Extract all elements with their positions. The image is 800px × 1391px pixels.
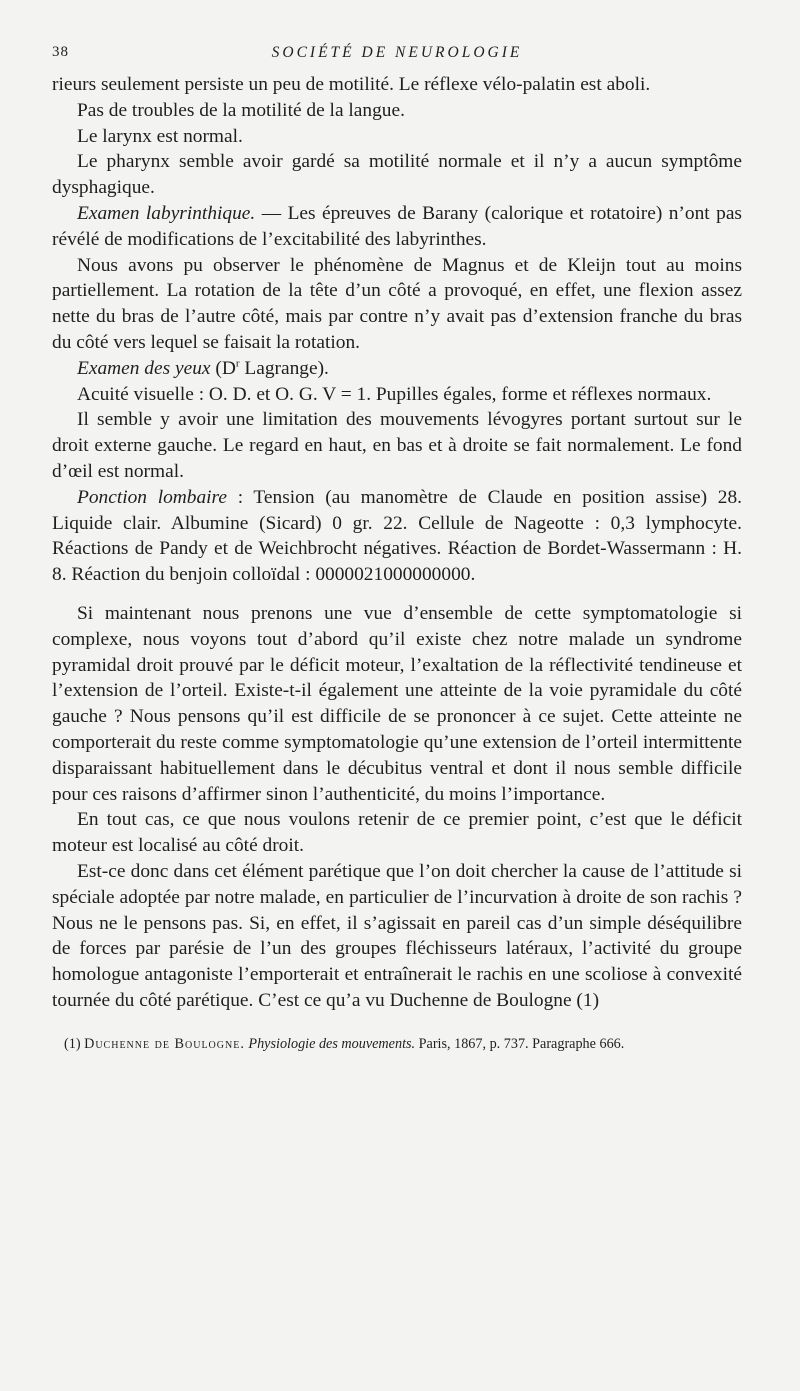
body-text	[52, 72, 742, 1014]
paragraph-langue: Pas de troubles de la motilité de la langue.	[77, 99, 405, 121]
doctor-name: Lagrange).	[239, 357, 329, 379]
paragraph-labyrinthe-text: — Les épreuves de Barany (calorique et rotatoire) n’ont pas révélé de modifications de l’excitabilité des labyrinthes.	[52, 202, 742, 250]
paragraph-attitude: Est-ce donc dans cet élément parétique que l’on doit chercher la cause de l’attitude si spéciale adoptée par notre malade, en particulier de l’incurvation à droite de son rachis ? Nous ne le pensons pas. Si, en effet, il s’agissait en pareil cas d’un simple déséquilibre de forces par parésie de l’un des groupes fléchisseurs latéraux, l’activité du groupe homologue antagoniste l’emporterait et entraînerait le rachis en une scoliose à convexité tournée du côté parétique. C’est ce qu’a vu Duchenne de Boulogne (1)	[52, 860, 742, 1011]
page-header	[52, 44, 742, 72]
footnote	[52, 1035, 742, 1054]
page-number: 38	[52, 44, 69, 60]
doctor-open: (D	[215, 357, 236, 379]
section-label-ponction: Ponction lombaire	[77, 486, 227, 508]
paragraph-larynx: Le larynx est normal.	[77, 125, 243, 147]
paragraph-mouvements: Il semble y avoir une limitation des mouvements lévogyres portant surtout sur le droit externe gauche. Le regard en haut, en bas et à droite se fait normalement. Le fond d’œil est normal.	[52, 409, 742, 482]
section-label-yeux: Examen des yeux	[77, 357, 211, 379]
paragraph-ponction-text: : Tension (au manomètre de Claude en position assise) 28. Liquide clair. Albumine (Sicard) 0 gr. 22. Cellule de Nageotte : 0,3 lymphocyte. Réactions de Pandy et de Weichbrocht négatives. Réaction de Bordet-Wassermann : H. 8. Réaction du benjoin colloïdal : 0000021000000000.	[52, 486, 742, 586]
paragraph-examen-yeux	[52, 356, 742, 382]
paragraph-deficit: En tout cas, ce que nous voulons retenir de ce premier point, c’est que le déficit moteur est localisé au côté droit.	[52, 809, 742, 857]
paragraph-pharynx: Le pharynx semble avoir gardé sa motilité normale et il n’y a aucun symptôme dysphagique.	[52, 151, 742, 199]
footnote-author: Duchenne de Boulogne.	[84, 1035, 245, 1052]
doctor-superscript: r	[235, 357, 240, 370]
paragraph-synthese: Si maintenant nous prenons une vue d’ensemble de cette symptomatologie si complexe, nous voyons tout d’abord qu’il existe chez notre malade un syndrome pyramidal droit prouvé par le déficit moteur, l’exaltation de la réflectivité tendineuse et l’extension de l’orteil. Existe-t-il également une atteinte de la voie pyramidale du côté gauche ? Nous pensons qu’il est difficile de se prononcer à ce sujet. Cette atteinte ne comporterait du reste comme symptomatologie qu’une extension de l’orteil intermittente disparaissant habituellement dans le décubitus ventral et dont il nous semble difficile pour ces raisons d’affirmer sinon l’authenticité, du moins l’importance.	[52, 602, 742, 805]
running-title: SOCIÉTÉ DE NEUROLOGIE	[271, 44, 523, 61]
footnote-title: Physiologie des mouvements.	[248, 1035, 416, 1052]
paragraph-continued: rieurs seulement persiste un peu de motilité. Le réflexe vélo-palatin est aboli.	[52, 74, 651, 95]
paragraph-ponction	[52, 485, 742, 588]
paragraph-magnus-kleijn: Nous avons pu observer le phénomène de Magnus et de Kleijn tout au moins partiellement. La rotation de la tête d’un côté a provoqué, en effet, une flexion assez nette du bras de l’autre côté, mais par contre n’y avait pas d’extension franche du bras du côté vers lequel se faisait la rotation.	[52, 254, 742, 353]
paragraph-labyrinthe	[52, 201, 742, 253]
footnote-marker: (1)	[64, 1035, 81, 1052]
paragraph-acuite: Acuité visuelle : O. D. et O. G. V = 1. Pupilles égales, forme et réflexes normaux.	[77, 383, 712, 405]
section-label-labyrinthe: Examen labyrinthique.	[77, 202, 256, 224]
footnote-reference: Paris, 1867, p. 737. Paragraphe 666.	[418, 1035, 625, 1052]
